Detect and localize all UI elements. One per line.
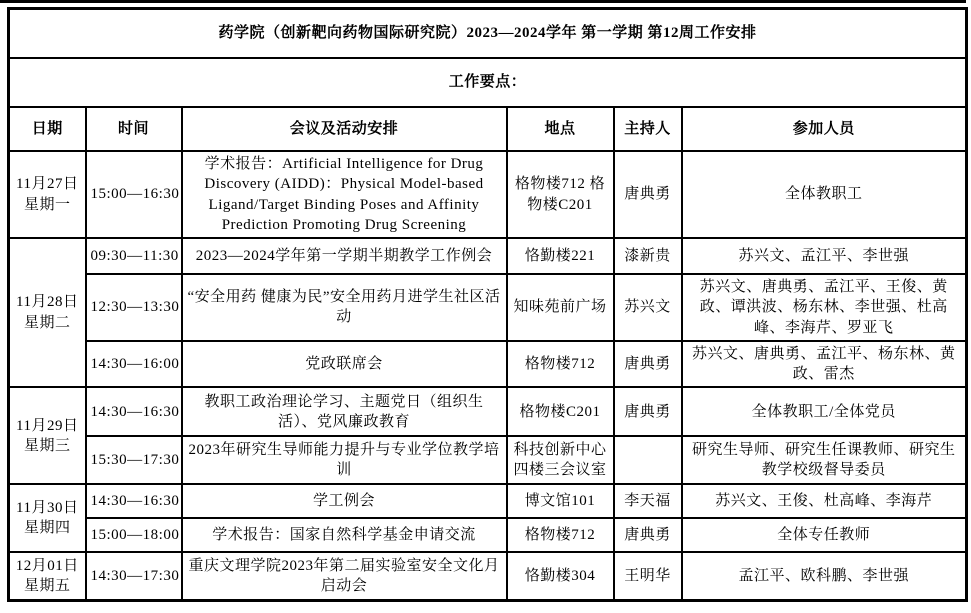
time-cell: 15:30—17:30 [86,436,182,484]
col-header-host: 主持人 [614,107,682,151]
date-text: 12月01日 [15,557,79,574]
schedule-table [7,7,968,602]
col-header-location: 地点 [507,107,614,151]
activity-cell: 2023年研究生导师能力提升与专业学位教学培训 [182,436,507,484]
time-cell: 14:30—17:30 [86,552,182,600]
table-row [9,387,967,436]
location-cell: 博文馆101 [507,484,614,518]
table-row [9,484,967,518]
participants-cell: 苏兴文、王俊、杜高峰、李海芹 [682,484,967,518]
date-cell [9,151,86,238]
table-row [9,552,967,600]
table-row [9,341,967,388]
host-cell: 唐典勇 [614,151,682,238]
table-row [9,151,967,238]
location-cell: 格物楼712 [507,341,614,388]
page-top-rule [0,0,966,3]
time-cell: 15:00—18:00 [86,518,182,552]
host-cell: 唐典勇 [614,518,682,552]
location-cell: 格物楼712 格物楼C201 [507,151,614,238]
col-header-time: 时间 [86,107,182,151]
activity-cell: 学术报告：国家自然科学基金申请交流 [182,518,507,552]
participants-cell: 苏兴文、孟江平、李世强 [682,238,967,274]
date-text: 11月30日 [16,500,79,516]
date-text: 11月27日 [16,176,79,193]
host-cell: 唐典勇 [614,387,682,436]
host-cell: 漆新贵 [614,238,682,274]
location-cell: 恪勤楼304 [507,552,614,600]
weekday-text: 星期四 [23,520,71,537]
participants-cell: 全体专任教师 [682,518,967,552]
activity-cell: 教职工政治理论学习、主题党日（组织生活）、党风廉政教育 [182,387,507,436]
host-cell: 李天福 [614,484,682,518]
col-header-participants: 参加人员 [682,107,967,151]
date-text: 11月29日 [16,417,79,434]
date-cell [9,238,86,387]
activity-cell: 党政联席会 [182,341,507,388]
notes-row [9,58,967,107]
table-row [9,436,967,484]
time-cell: 09:30—11:30 [86,238,182,274]
host-cell: 唐典勇 [614,341,682,388]
schedule-sheet [7,7,968,602]
date-cell [9,387,86,484]
participants-cell: 孟江平、欧科鹏、李世强 [682,552,967,600]
header-row [9,107,967,151]
time-cell: 12:30—13:30 [86,274,182,341]
activity-cell: 学术报告：Artificial Intelligence for Drug Discovery (AIDD)：Physical Model-based Ligand/Target Binding Poses and Affinity Prediction Promoting Drug Screening [182,151,507,238]
activity-cell: 重庆文理学院2023年第二届实验室安全文化月启动会 [182,552,507,600]
location-cell: 格物楼C201 [507,387,614,436]
host-cell: 苏兴文 [614,274,682,341]
time-cell: 14:30—16:30 [86,484,182,518]
col-header-activity: 会议及活动安排 [182,107,507,151]
location-cell: 恪勤楼221 [507,238,614,274]
location-cell: 格物楼712 [507,518,614,552]
activity-cell: 学工例会 [182,484,507,518]
activity-cell: 2023—2024学年第一学期半期教学工作例会 [182,238,507,274]
participants-cell: 全体教职工/全体党员 [682,387,967,436]
location-cell: 科技创新中心四楼三会议室 [507,436,614,484]
host-cell: 王明华 [614,552,682,600]
participants-cell: 全体教职工 [682,151,967,238]
title-row [9,9,967,59]
participants-cell: 研究生导师、研究生任课教师、研究生教学校级督导委员 [682,436,967,484]
date-text: 11月28日 [16,294,79,311]
col-header-date: 日期 [9,107,86,151]
location-cell: 知味苑前广场 [507,274,614,341]
participants-cell: 苏兴文、唐典勇、孟江平、杨东林、黄政、雷杰 [682,341,967,388]
table-row [9,274,967,341]
weekday-text: 星期一 [23,196,71,213]
host-cell [614,436,682,484]
table-row [9,518,967,552]
table-row [9,238,967,274]
activity-cell: “安全用药 健康为民”安全用药月进学生社区活动 [182,274,507,341]
date-cell [9,484,86,552]
page-title: 药学院（创新靶向药物国际研究院）2023—2024学年 第一学期 第12周工作安排 [9,9,967,59]
time-cell: 15:00—16:30 [86,151,182,238]
weekday-text: 星期五 [23,578,71,594]
weekday-text: 星期三 [23,437,71,454]
date-cell [9,552,86,600]
participants-cell: 苏兴文、唐典勇、孟江平、王俊、黄政、谭洪波、杨东林、李世强、杜高峰、李海芹、罗亚飞 [682,274,967,341]
weekday-text: 星期二 [23,314,71,331]
time-cell: 14:30—16:00 [86,341,182,388]
work-notes-label: 工作要点： [9,58,967,107]
time-cell: 14:30—16:30 [86,387,182,436]
